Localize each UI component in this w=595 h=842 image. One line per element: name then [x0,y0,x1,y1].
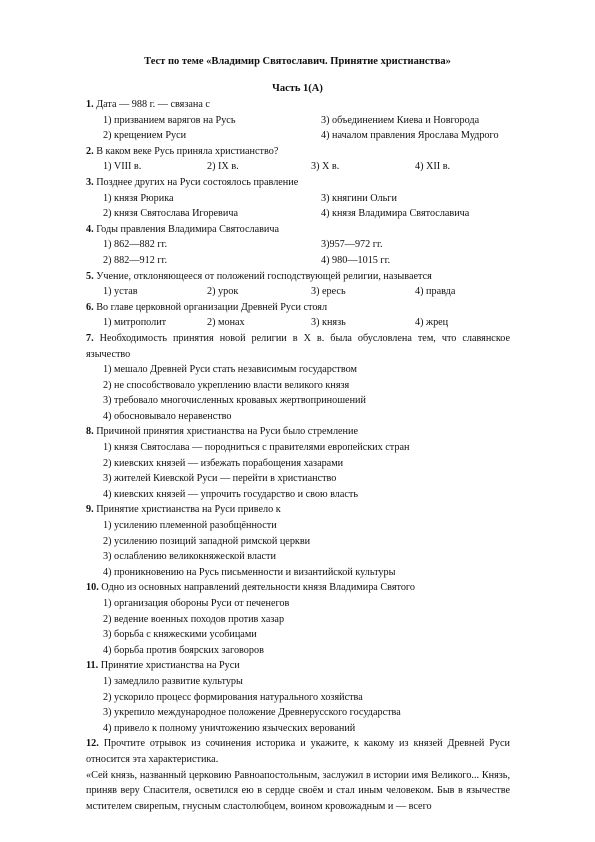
question-7-options [86,362,510,424]
answer-option[interactable]: 2) IX в. [207,161,239,173]
question-text: Дата — 988 г. — связана с [93,99,210,110]
question-7 [86,331,510,362]
answer-option[interactable]: 2) князя Святослава Игоревича [103,208,238,220]
answer-option[interactable]: 4) правда [415,286,456,298]
question-number: 12. [86,738,99,750]
answer-option[interactable]: 4) привело к полному уничтожению языческих верований [103,722,356,734]
answer-option[interactable]: 2) ведение военных походов против хазар [103,613,285,625]
answer-option[interactable]: 2) киевских князей — избежать порабощения хазарами [103,457,344,469]
question-9-options [86,518,510,580]
answer-option[interactable]: 3) жителей Киевской Руси — перейти в христианство [103,473,337,485]
answer-option[interactable]: 4) началом правления Ярослава Мудрого [321,130,499,142]
question-8-options [86,440,510,502]
answer-option[interactable]: 4) 980—1015 гг. [321,254,391,266]
question-number: 3. [86,176,94,188]
question-number: 5. [86,270,94,282]
answer-option[interactable]: 1) князя Святослава — породниться с правителями европейских стран [103,442,410,454]
question-number: 11. [86,660,99,672]
question-text: Одно из основных направлений деятельности князя Владимира Святого [98,582,415,594]
question-4 [86,222,510,238]
answer-option[interactable]: 4) проникновению на Русь письменности и византийской культуры [103,566,396,578]
answer-option[interactable]: 4) борьба против боярских заговоров [103,644,264,656]
answer-option[interactable]: 1) организация обороны Руси от печенегов [103,598,290,609]
question-1-options [86,113,510,144]
answer-option[interactable]: 3)957—972 гг. [321,239,383,251]
question-3 [86,175,510,191]
question-5 [86,269,510,285]
answer-option[interactable]: 3) X в. [311,161,340,173]
answer-option[interactable]: 1) митрополит [103,317,167,329]
answer-option[interactable]: 3) борьба с княжескими усобицами [103,629,257,641]
question-12 [86,736,510,767]
question-text: Во главе церковной организации Древней Руси стоял [93,301,328,313]
question-text: Причиной принятия христианства на Руси было стремление [93,426,358,438]
answer-option[interactable]: 4) обосновывало неравенство [103,410,232,422]
question-2 [86,144,510,160]
answer-option[interactable]: 2) урок [207,286,239,298]
question-number: 4. [86,223,94,235]
question-number: 1. [86,99,94,110]
question-9 [86,502,510,518]
answer-option[interactable]: 3) объединением Киева и Новгорода [321,114,480,126]
question-6-options [86,315,510,331]
answer-option[interactable]: 2) крещением Руси [103,130,187,142]
question-text: Позднее других на Руси состоялось правление [93,176,299,188]
answer-option[interactable]: 3) ересь [311,286,346,298]
answer-option[interactable]: 2) ускорило процесс формирования натурального хозяйства [103,691,363,703]
question-text: В каком веке Русь приняла христианство? [93,145,279,157]
question-8 [86,424,510,440]
question-text: Учение, отклоняющееся от положений господствующей религии, называется [93,270,432,282]
answer-option[interactable]: 1) князя Рюрика [103,192,174,204]
historian-quote: «Сей князь, названный церковию Равноапостольным, заслужил в истории имя Великого... Князь, приняв веру Спасителя, осветился ею в сердце своём и стал иным человеком. Быв в язычестве мстителем свирепым, гнусным сластолюбцем, воином кровожадным и — всего [86,769,510,812]
question-number: 9. [86,504,94,516]
answer-option[interactable]: 3) требовало многочисленных кровавых жертвоприношений [103,395,366,407]
answer-option[interactable]: 1) VIII в. [103,161,142,173]
question-number: 8. [86,426,94,438]
question-number: 7. [86,332,94,344]
question-1 [86,97,510,113]
question-text: Годы правления Владимира Святославича [93,223,279,235]
test-content [86,97,510,814]
question-text: Принятие христианства на Руси привело к [93,504,281,516]
question-4-options [86,237,510,268]
answer-option[interactable]: 1) устав [103,286,138,298]
answer-option[interactable]: 1) мешало Древней Руси стать независимым государством [103,364,357,376]
question-11 [86,658,510,674]
answer-option[interactable]: 4) князя Владимира Святославича [321,208,470,220]
answer-option[interactable]: 4) киевских князей — упрочить государство и свою власть [103,488,359,500]
answer-option[interactable]: 4) XII в. [415,161,451,173]
question-text: Необходимость принятия новой религии в X в. была обусловлена тем, что славянское язычество [86,332,510,360]
question-text: Принятие христианства на Руси [98,660,240,672]
question-number: 2. [86,145,94,157]
question-number: 10. [86,582,99,594]
question-5-options [86,284,510,300]
answer-option[interactable]: 2) монах [207,317,245,329]
answer-option[interactable]: 2) не способствовало укреплению власти великого князя [103,379,350,391]
answer-option[interactable]: 1) усилению племенной разобщённости [103,520,277,532]
answer-option[interactable]: 1) 862—882 гг. [103,239,168,251]
part-heading: Часть 1(А) [272,83,323,94]
answer-option[interactable]: 4) жрец [415,317,449,329]
answer-option[interactable]: 2) 882—912 гг. [103,254,168,266]
answer-option[interactable]: 3) князь [311,317,346,329]
question-3-options [86,191,510,222]
answer-option[interactable]: 3) укрепило международное положение Древнерусского государства [103,707,401,719]
question-text: Прочтите отрывок из сочинения историка и укажите, к какому из князей Древней Руси относится эта характеристика. [86,738,510,765]
answer-option[interactable]: 2) усилению позиций западной римской церкви [103,535,311,547]
answer-option[interactable]: 1) замедлило развитие культуры [103,675,243,687]
question-2-options [86,159,510,175]
answer-option[interactable]: 1) призванием варягов на Русь [103,114,236,126]
question-number: 6. [86,301,94,313]
question-10 [86,580,510,596]
answer-option[interactable]: 3) ослаблению великокняжеской власти [103,551,276,563]
answer-option[interactable]: 3) княгини Ольги [321,192,397,204]
page-title: Тест по теме «Владимир Святославич. Принятие христианства» [144,56,451,67]
question-10-options [86,596,510,658]
question-6 [86,300,510,316]
question-11-options [86,674,510,736]
